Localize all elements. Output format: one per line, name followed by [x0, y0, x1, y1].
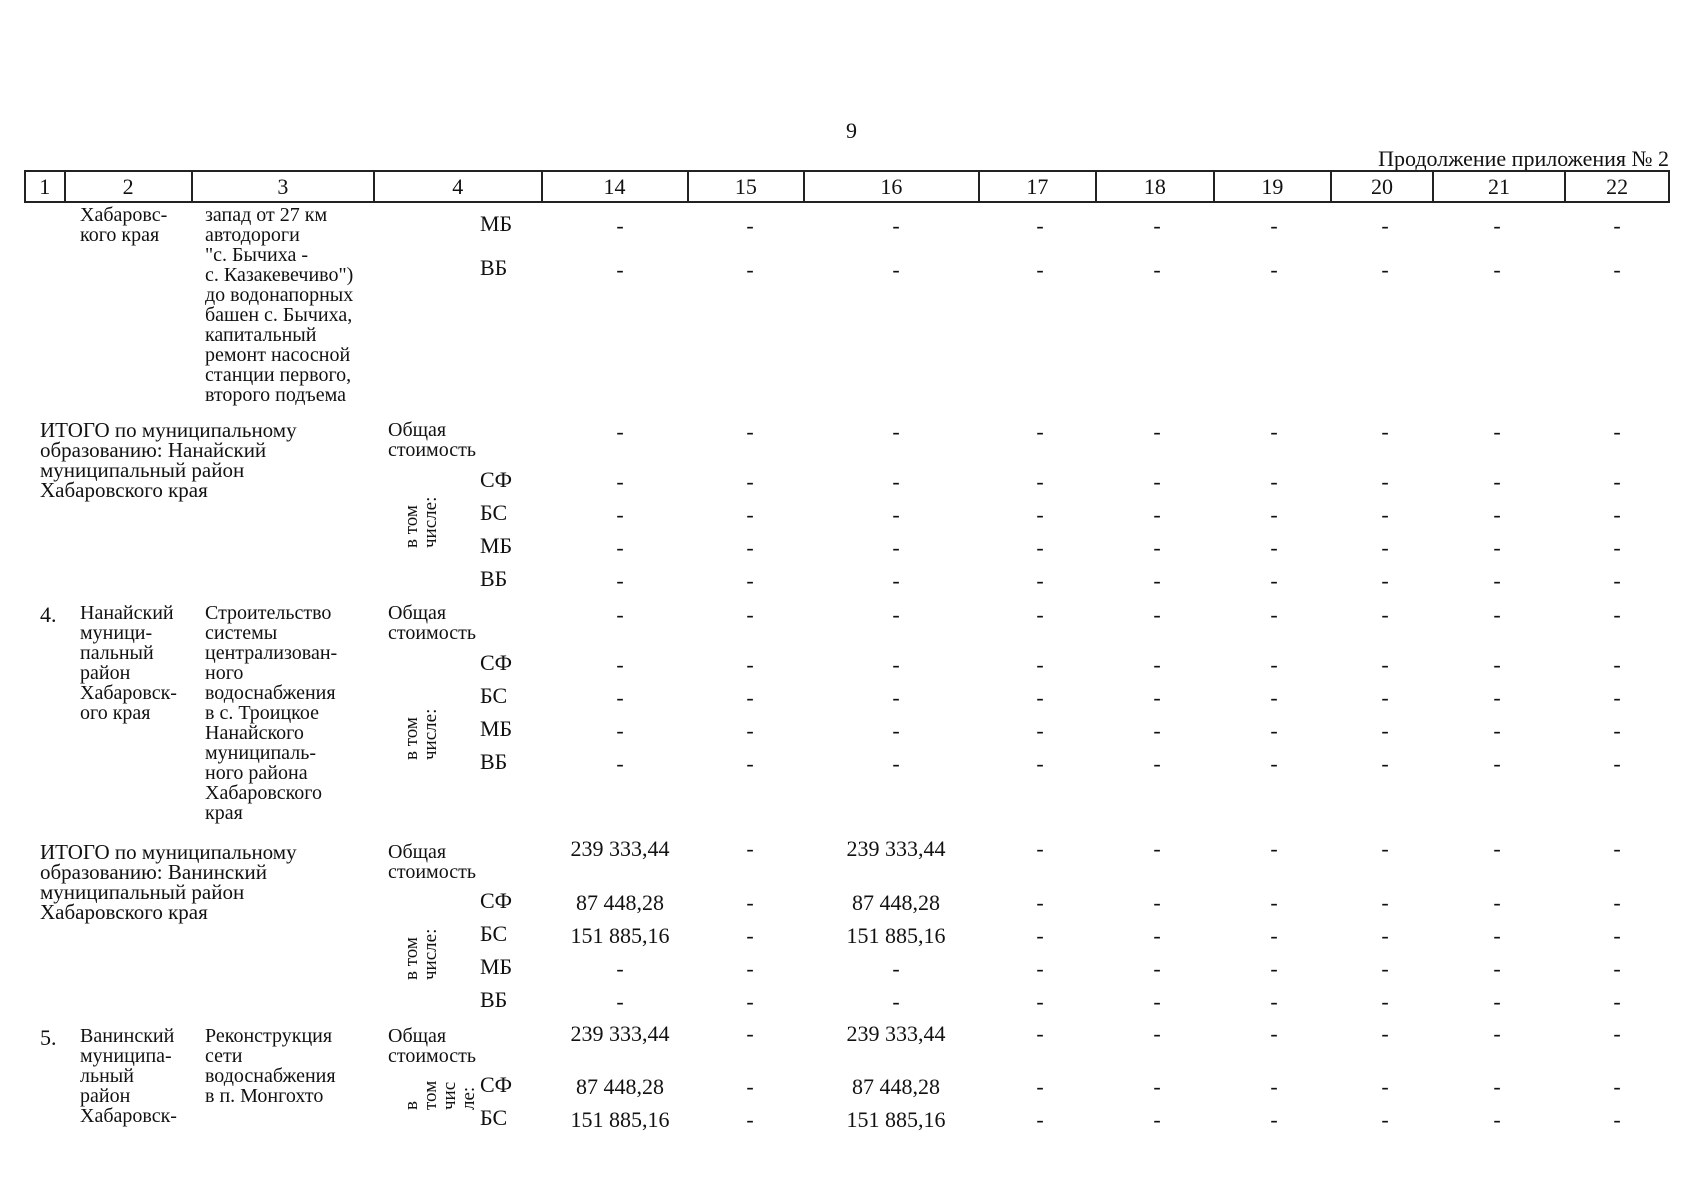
cell-col-19: -: [1270, 890, 1278, 915]
cell-col-16: -: [892, 502, 900, 527]
cell-col-18: -: [1153, 1107, 1161, 1132]
municipality-name-line: район: [80, 662, 131, 684]
total-cost-label-line: Общая: [388, 841, 447, 863]
including-label-line: в том: [401, 937, 422, 980]
including-label-line: числе:: [420, 708, 441, 760]
cell-col-22: -: [1613, 469, 1621, 494]
cell-col-16: 151 885,16: [846, 1107, 946, 1132]
municipality-name-line: Хабаровск-: [80, 1105, 177, 1127]
cell-col-15: -: [746, 469, 754, 494]
cell-col-17: -: [1036, 257, 1044, 282]
cell-col-19: -: [1270, 751, 1278, 776]
object-description-line: Строительство: [205, 602, 332, 624]
object-description-line: до водонапорных: [205, 284, 354, 306]
object-description-line: Нанайского: [205, 722, 304, 744]
cell-col-14: 239 333,44: [570, 1021, 670, 1046]
cell-col-16: -: [892, 419, 900, 444]
cell-col-18: -: [1153, 652, 1161, 677]
cell-col-17: -: [1036, 419, 1044, 444]
cell-col-14: -: [616, 535, 624, 560]
cell-col-15: -: [746, 535, 754, 560]
column-header: 20: [1331, 171, 1433, 202]
cell-col-21: -: [1493, 419, 1501, 444]
including-label: [402, 497, 440, 548]
cell-col-17: -: [1036, 1107, 1044, 1132]
including-label-line: том: [420, 1080, 441, 1110]
cell-col-20: -: [1381, 1021, 1389, 1046]
cell-col-15: -: [746, 652, 754, 677]
cell-col-19: -: [1270, 535, 1278, 560]
cell-col-21: -: [1493, 535, 1501, 560]
municipality-name-line: Хабаровск-: [80, 682, 177, 704]
including-label-line: в том: [401, 717, 422, 760]
total-cost-label-line: Общая: [388, 602, 447, 624]
cell-col-20: -: [1381, 685, 1389, 710]
cell-col-18: -: [1153, 1074, 1161, 1099]
cell-col-17: -: [1036, 602, 1044, 627]
cell-col-16: 239 333,44: [846, 836, 946, 861]
municipality-name: [80, 603, 177, 723]
including-label-line: числе:: [420, 496, 441, 548]
cell-col-17: -: [1036, 685, 1044, 710]
cell-col-21: -: [1493, 836, 1501, 861]
object-description-line: в п. Монгохто: [205, 1085, 324, 1107]
column-header: 22: [1565, 171, 1669, 202]
cell-col-14: 239 333,44: [570, 836, 670, 861]
cell-col-15: -: [746, 923, 754, 948]
cell-col-20: -: [1381, 469, 1389, 494]
object-description-line: автодороги: [205, 224, 300, 246]
funding-source: ВБ: [480, 566, 508, 591]
cell-col-16: 239 333,44: [846, 1021, 946, 1046]
cell-col-16: 87 448,28: [852, 890, 940, 915]
cell-col-14: -: [616, 213, 624, 238]
municipality-name-line: Ванинский: [80, 1025, 175, 1047]
cell-col-14: -: [616, 989, 624, 1014]
cell-col-20: -: [1381, 568, 1389, 593]
total-label: [40, 842, 297, 922]
cell-col-17: -: [1036, 956, 1044, 981]
municipality-name-line: льный: [80, 1065, 134, 1087]
cell-col-21: -: [1493, 257, 1501, 282]
cell-col-18: -: [1153, 469, 1161, 494]
column-header: 21: [1433, 171, 1565, 202]
cell-col-17: -: [1036, 989, 1044, 1014]
cell-col-19: -: [1270, 502, 1278, 527]
cell-col-22: -: [1613, 989, 1621, 1014]
funding-source: ВБ: [480, 987, 508, 1012]
cell-col-17: -: [1036, 568, 1044, 593]
page-number: 9: [846, 118, 857, 143]
cell-col-14: -: [616, 685, 624, 710]
cell-col-16: 87 448,28: [852, 1074, 940, 1099]
cell-col-20: -: [1381, 602, 1389, 627]
cell-col-20: -: [1381, 956, 1389, 981]
municipality-name-line: ого края: [80, 702, 151, 724]
cell-col-18: -: [1153, 1021, 1161, 1046]
cell-col-20: -: [1381, 923, 1389, 948]
cell-col-14: -: [616, 602, 624, 627]
cell-col-14: -: [616, 568, 624, 593]
cell-col-22: -: [1613, 718, 1621, 743]
cell-col-21: -: [1493, 568, 1501, 593]
funding-source: СФ: [480, 467, 513, 492]
including-label-line: числе:: [420, 928, 441, 980]
total-cost-label-line: стоимость: [388, 439, 476, 461]
cell-col-15: -: [746, 1074, 754, 1099]
funding-source: СФ: [480, 1072, 513, 1097]
cell-col-22: -: [1613, 923, 1621, 948]
object-description-line: системы: [205, 622, 278, 644]
cell-col-16: -: [892, 535, 900, 560]
cell-col-22: -: [1613, 502, 1621, 527]
cell-col-17: -: [1036, 836, 1044, 861]
cell-col-21: -: [1493, 751, 1501, 776]
column-header: 16: [804, 171, 979, 202]
cell-col-14: 87 448,28: [576, 1074, 664, 1099]
cell-col-21: -: [1493, 989, 1501, 1014]
cell-col-14: -: [616, 751, 624, 776]
cell-col-18: -: [1153, 213, 1161, 238]
cell-col-21: -: [1493, 718, 1501, 743]
cell-col-22: -: [1613, 1107, 1621, 1132]
cell-col-21: -: [1493, 890, 1501, 915]
funding-source: ВБ: [480, 255, 508, 280]
cell-col-14: -: [616, 419, 624, 444]
cell-col-22: -: [1613, 685, 1621, 710]
total-cost-label-line: Общая: [388, 1025, 447, 1047]
object-description-line: второго подъема: [205, 384, 347, 406]
cell-col-15: -: [746, 1107, 754, 1132]
cell-col-17: -: [1036, 890, 1044, 915]
cell-col-20: -: [1381, 419, 1389, 444]
municipality-name-line: район: [80, 1085, 131, 1107]
cell-col-22: -: [1613, 568, 1621, 593]
cell-col-18: -: [1153, 685, 1161, 710]
cell-col-19: -: [1270, 257, 1278, 282]
total-label-line: муниципальный район: [40, 458, 245, 482]
object-description-line: ного района: [205, 762, 308, 784]
column-header: 19: [1214, 171, 1332, 202]
cell-col-19: -: [1270, 956, 1278, 981]
funding-source: МБ: [480, 533, 513, 558]
continuation-label: Продолжение приложения № 2: [1378, 146, 1669, 171]
object-description-line: водоснабжения: [205, 1065, 336, 1087]
cell-col-16: -: [892, 989, 900, 1014]
cell-col-22: -: [1613, 956, 1621, 981]
column-header: 4: [374, 171, 542, 202]
cell-col-22: -: [1613, 652, 1621, 677]
municipality-name-line: пальный: [80, 642, 154, 664]
column-header: 15: [688, 171, 805, 202]
cell-col-16: -: [892, 602, 900, 627]
municipality-name: [80, 205, 167, 245]
cell-col-18: -: [1153, 502, 1161, 527]
object-description-line: капитальный: [205, 324, 317, 346]
cell-col-19: -: [1270, 989, 1278, 1014]
total-label-line: Хабаровского края: [40, 478, 208, 502]
cell-col-16: -: [892, 568, 900, 593]
object-description-line: ного: [205, 662, 244, 684]
funding-source: СФ: [480, 888, 513, 913]
cell-col-16: 151 885,16: [846, 923, 946, 948]
cell-col-17: -: [1036, 923, 1044, 948]
cell-col-22: -: [1613, 419, 1621, 444]
total-label-line: муниципальный район: [40, 880, 245, 904]
total-cost-label: [388, 1026, 476, 1066]
cell-col-20: -: [1381, 257, 1389, 282]
total-cost-label: [388, 603, 476, 643]
cell-col-20: -: [1381, 1074, 1389, 1099]
cell-col-22: -: [1613, 602, 1621, 627]
cell-col-16: -: [892, 469, 900, 494]
cell-col-14: -: [616, 469, 624, 494]
including-label: [402, 709, 440, 760]
cell-col-17: -: [1036, 469, 1044, 494]
cell-col-17: -: [1036, 213, 1044, 238]
funding-source: МБ: [480, 954, 513, 979]
object-description-line: Реконструкция: [205, 1025, 333, 1047]
object-description-line: башен с. Бычиха,: [205, 304, 353, 326]
cell-col-15: -: [746, 685, 754, 710]
cell-col-16: -: [892, 751, 900, 776]
cell-col-14: -: [616, 502, 624, 527]
cell-col-17: -: [1036, 1021, 1044, 1046]
cell-col-15: -: [746, 890, 754, 915]
including-label-line: в: [401, 1101, 422, 1110]
cell-col-16: -: [892, 956, 900, 981]
funding-source: БС: [480, 500, 508, 525]
including-label: [402, 929, 440, 980]
cell-col-19: -: [1270, 568, 1278, 593]
total-label-line: образованию: Ванинский: [40, 860, 267, 884]
cell-col-21: -: [1493, 923, 1501, 948]
including-label-line: ле:: [458, 1086, 479, 1110]
including-label-line: в том: [401, 505, 422, 548]
cell-col-22: -: [1613, 836, 1621, 861]
column-header-table: [24, 170, 1670, 203]
cell-col-21: -: [1493, 685, 1501, 710]
funding-source: МБ: [480, 211, 513, 236]
cell-col-20: -: [1381, 213, 1389, 238]
total-cost-label: [388, 842, 476, 882]
funding-source: МБ: [480, 716, 513, 741]
object-description-line: запад от 27 км: [205, 204, 328, 226]
cell-col-21: -: [1493, 652, 1501, 677]
object-description-line: станции первого,: [205, 364, 352, 386]
total-label-line: образованию: Нанайский: [40, 438, 267, 462]
cell-col-22: -: [1613, 751, 1621, 776]
cell-col-19: -: [1270, 1021, 1278, 1046]
cell-col-16: -: [892, 718, 900, 743]
cell-col-21: -: [1493, 1107, 1501, 1132]
cell-col-19: -: [1270, 836, 1278, 861]
cell-col-15: -: [746, 568, 754, 593]
cell-col-20: -: [1381, 718, 1389, 743]
municipality-name-line: кого края: [80, 224, 160, 246]
municipality-name-line: муници-: [80, 622, 153, 644]
cell-col-22: -: [1613, 890, 1621, 915]
object-description-line: муниципаль-: [205, 742, 316, 764]
column-header: 2: [65, 171, 192, 202]
cell-col-18: -: [1153, 956, 1161, 981]
cell-col-20: -: [1381, 989, 1389, 1014]
municipality-name: [80, 1026, 177, 1126]
cell-col-20: -: [1381, 751, 1389, 776]
including-label-line: чис: [439, 1081, 460, 1110]
funding-source: БС: [480, 921, 508, 946]
column-header: 18: [1096, 171, 1214, 202]
item-number: 4.: [40, 602, 57, 627]
cell-col-15: -: [746, 502, 754, 527]
cell-col-15: -: [746, 419, 754, 444]
cell-col-18: -: [1153, 568, 1161, 593]
column-header-row: [25, 171, 1669, 202]
cell-col-18: -: [1153, 890, 1161, 915]
cell-col-15: -: [746, 989, 754, 1014]
object-description-line: "с. Бычиха -: [205, 244, 308, 266]
total-cost-label: [388, 420, 476, 460]
cell-col-20: -: [1381, 535, 1389, 560]
cell-col-22: -: [1613, 257, 1621, 282]
funding-source: СФ: [480, 650, 513, 675]
including-label: [402, 1081, 478, 1110]
cell-col-18: -: [1153, 419, 1161, 444]
cell-col-15: -: [746, 836, 754, 861]
cell-col-19: -: [1270, 419, 1278, 444]
cell-col-21: -: [1493, 502, 1501, 527]
cell-col-20: -: [1381, 1107, 1389, 1132]
cell-col-17: -: [1036, 718, 1044, 743]
cell-col-14: -: [616, 956, 624, 981]
cell-col-14: 151 885,16: [570, 923, 670, 948]
total-label-line: ИТОГО по муниципальному: [40, 840, 297, 864]
cell-col-19: -: [1270, 602, 1278, 627]
cell-col-20: -: [1381, 652, 1389, 677]
cell-col-14: 151 885,16: [570, 1107, 670, 1132]
item-number: 5.: [40, 1025, 57, 1050]
cell-col-18: -: [1153, 602, 1161, 627]
cell-col-16: -: [892, 685, 900, 710]
funding-source: БС: [480, 683, 508, 708]
cell-col-14: -: [616, 718, 624, 743]
cell-col-19: -: [1270, 685, 1278, 710]
cell-col-21: -: [1493, 1021, 1501, 1046]
cell-col-18: -: [1153, 257, 1161, 282]
total-cost-label-line: стоимость: [388, 622, 476, 644]
cell-col-19: -: [1270, 213, 1278, 238]
cell-col-20: -: [1381, 836, 1389, 861]
cell-col-18: -: [1153, 718, 1161, 743]
cell-col-14: 87 448,28: [576, 890, 664, 915]
cell-col-16: -: [892, 652, 900, 677]
cell-col-20: -: [1381, 502, 1389, 527]
object-description-line: водоснабжения: [205, 682, 336, 704]
total-cost-label-line: стоимость: [388, 861, 476, 883]
cell-col-17: -: [1036, 535, 1044, 560]
cell-col-15: -: [746, 602, 754, 627]
cell-col-22: -: [1613, 1074, 1621, 1099]
cell-col-18: -: [1153, 989, 1161, 1014]
column-header: 3: [192, 171, 374, 202]
cell-col-19: -: [1270, 1107, 1278, 1132]
object-description-line: Хабаровского: [205, 782, 322, 804]
total-label-line: ИТОГО по муниципальному: [40, 418, 297, 442]
object-description-line: с. Казакевечиво"): [205, 264, 354, 286]
total-cost-label-line: стоимость: [388, 1045, 476, 1067]
total-cost-label-line: Общая: [388, 419, 447, 441]
cell-col-17: -: [1036, 502, 1044, 527]
cell-col-15: -: [746, 751, 754, 776]
cell-col-19: -: [1270, 652, 1278, 677]
object-description: [205, 205, 353, 405]
cell-col-19: -: [1270, 718, 1278, 743]
cell-col-18: -: [1153, 751, 1161, 776]
cell-col-15: -: [746, 213, 754, 238]
cell-col-21: -: [1493, 213, 1501, 238]
municipality-name-line: муниципа-: [80, 1045, 172, 1067]
cell-col-16: -: [892, 213, 900, 238]
cell-col-22: -: [1613, 1021, 1621, 1046]
municipality-name-line: Нанайский: [80, 602, 174, 624]
object-description: [205, 603, 337, 823]
municipality-name-line: Хабаровс-: [80, 204, 168, 226]
cell-col-14: -: [616, 257, 624, 282]
cell-col-18: -: [1153, 836, 1161, 861]
column-header: 17: [979, 171, 1097, 202]
cell-col-16: -: [892, 257, 900, 282]
column-header: 14: [542, 171, 688, 202]
cell-col-21: -: [1493, 469, 1501, 494]
cell-col-19: -: [1270, 469, 1278, 494]
object-description-line: в с. Троицкое: [205, 702, 320, 724]
object-description: [205, 1026, 336, 1106]
cell-col-21: -: [1493, 1074, 1501, 1099]
cell-col-20: -: [1381, 890, 1389, 915]
cell-col-17: -: [1036, 652, 1044, 677]
object-description-line: края: [205, 802, 243, 824]
object-description-line: централизован-: [205, 642, 338, 664]
cell-col-15: -: [746, 956, 754, 981]
cell-col-15: -: [746, 257, 754, 282]
object-description-line: сети: [205, 1045, 243, 1067]
cell-col-17: -: [1036, 751, 1044, 776]
funding-source: БС: [480, 1105, 508, 1130]
funding-source: ВБ: [480, 749, 508, 774]
cell-col-22: -: [1613, 213, 1621, 238]
cell-col-14: -: [616, 652, 624, 677]
total-label-line: Хабаровского края: [40, 900, 208, 924]
cell-col-17: -: [1036, 1074, 1044, 1099]
object-description-line: ремонт насосной: [205, 344, 351, 366]
cell-col-21: -: [1493, 956, 1501, 981]
column-header: 1: [25, 171, 65, 202]
cell-col-19: -: [1270, 923, 1278, 948]
cell-col-18: -: [1153, 535, 1161, 560]
cell-col-21: -: [1493, 602, 1501, 627]
cell-col-15: -: [746, 1021, 754, 1046]
cell-col-22: -: [1613, 535, 1621, 560]
total-label: [40, 420, 297, 500]
cell-col-19: -: [1270, 1074, 1278, 1099]
cell-col-15: -: [746, 718, 754, 743]
cell-col-18: -: [1153, 923, 1161, 948]
